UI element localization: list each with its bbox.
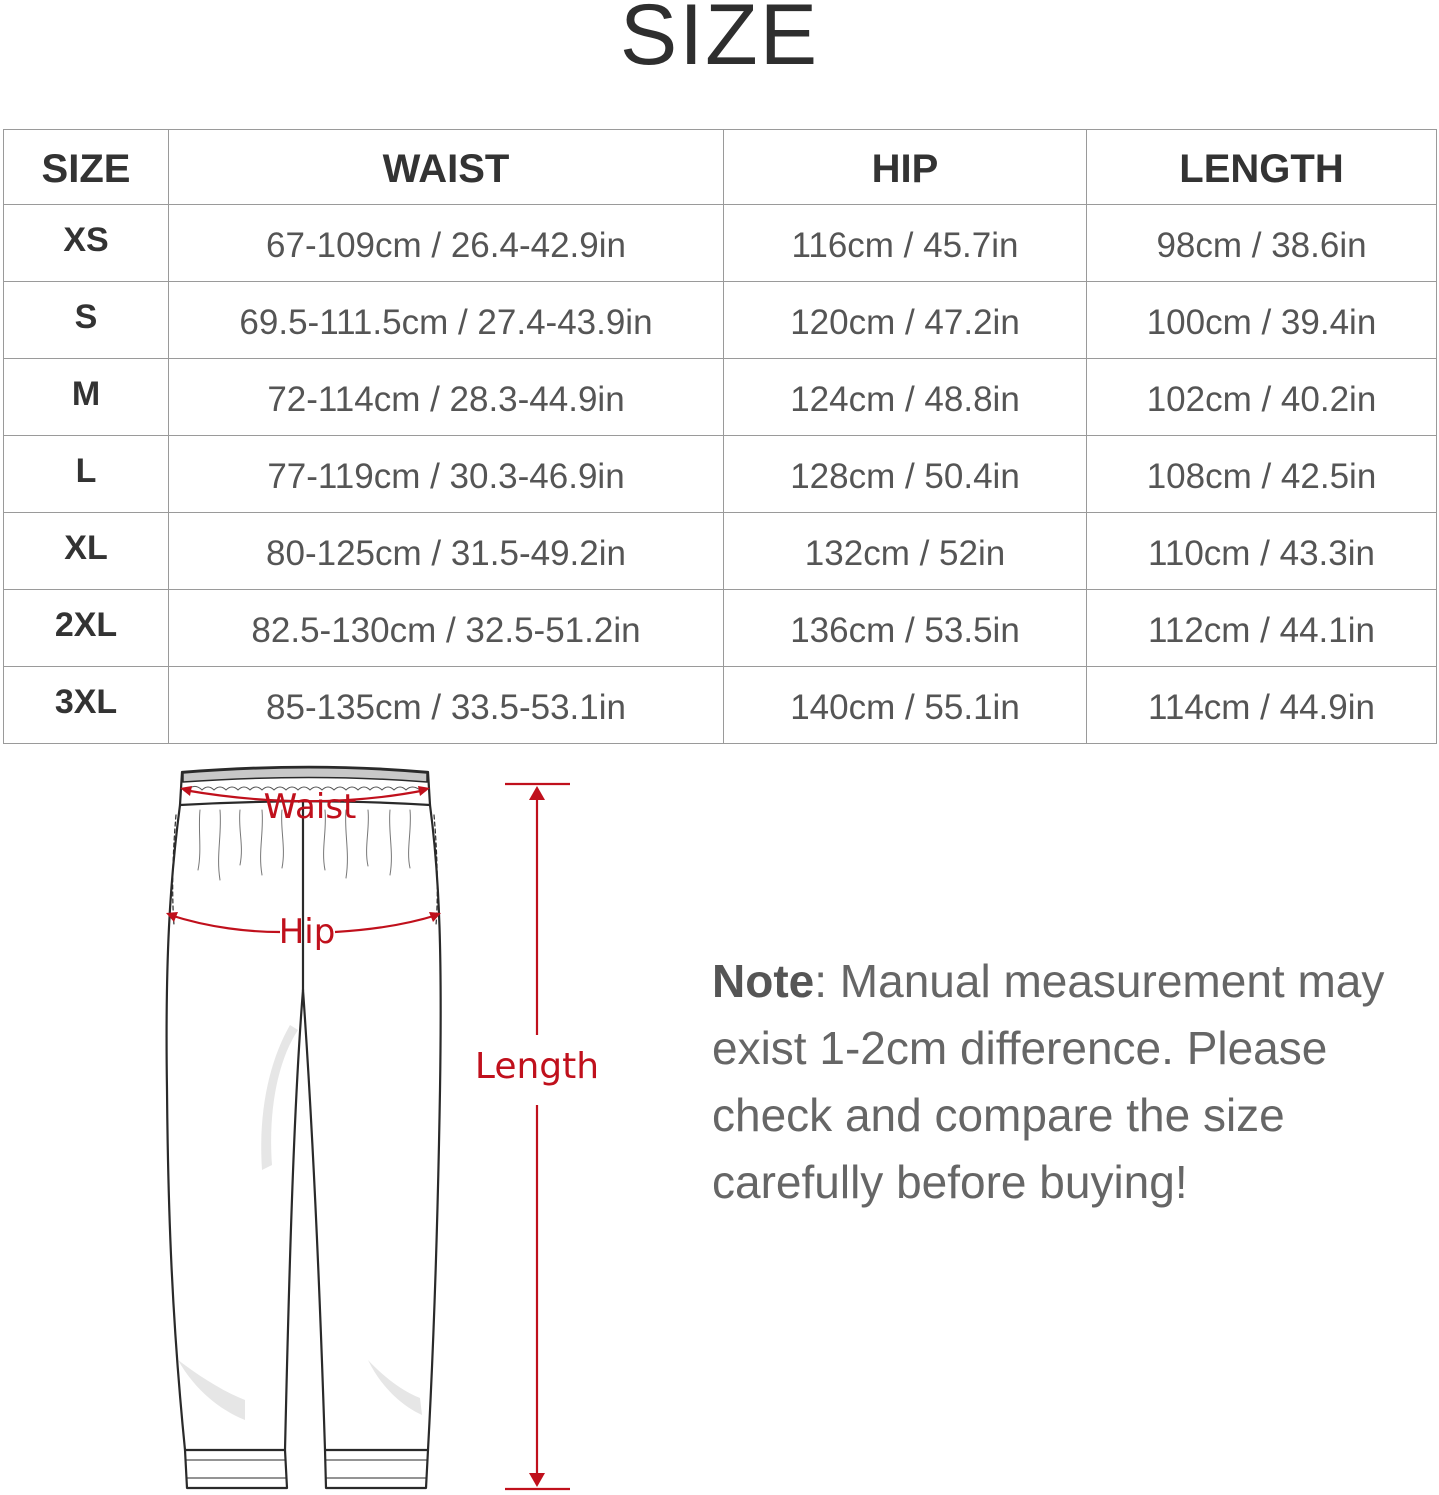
waist-cell: 80-125cm / 31.5-49.2in xyxy=(169,513,724,590)
header-hip: HIP xyxy=(724,130,1087,205)
measurement-note xyxy=(712,948,1422,1216)
hip-label: Hip xyxy=(278,912,336,952)
table-row xyxy=(4,590,1437,667)
hip-cell: 116cm / 45.7in xyxy=(724,205,1087,282)
hip-cell: 132cm / 52in xyxy=(724,513,1087,590)
header-length: LENGTH xyxy=(1087,130,1437,205)
hip-cell: 128cm / 50.4in xyxy=(724,436,1087,513)
size-cell: 2XL xyxy=(4,590,169,667)
length-cell: 98cm / 38.6in xyxy=(1087,205,1437,282)
size-chart-table xyxy=(3,129,1437,744)
length-cell: 112cm / 44.1in xyxy=(1087,590,1437,667)
table-row xyxy=(4,359,1437,436)
waist-cell: 82.5-130cm / 32.5-51.2in xyxy=(169,590,724,667)
table-row xyxy=(4,667,1437,744)
pants-shading xyxy=(178,1025,422,1420)
length-cell: 114cm / 44.9in xyxy=(1087,667,1437,744)
table-row xyxy=(4,205,1437,282)
length-cell: 110cm / 43.3in xyxy=(1087,513,1437,590)
size-cell: M xyxy=(4,359,169,436)
table-row xyxy=(4,513,1437,590)
waist-cell: 67-109cm / 26.4-42.9in xyxy=(169,205,724,282)
pants-measurement-diagram xyxy=(150,760,620,1495)
waist-cell: 72-114cm / 28.3-44.9in xyxy=(169,359,724,436)
header-size: SIZE xyxy=(4,130,169,205)
page-title: SIZE xyxy=(619,0,820,83)
waist-cell: 69.5-111.5cm / 27.4-43.9in xyxy=(169,282,724,359)
length-cell: 102cm / 40.2in xyxy=(1087,359,1437,436)
note-text: : Manual measurement may exist 1-2cm difference. Please check and compare the size carefully before buying! xyxy=(712,955,1385,1208)
waist-cell: 77-119cm / 30.3-46.9in xyxy=(169,436,724,513)
table-row xyxy=(4,436,1437,513)
note-label: Note xyxy=(712,955,815,1007)
hip-cell: 124cm / 48.8in xyxy=(724,359,1087,436)
waist-label: Waist xyxy=(263,787,357,827)
table-header-row xyxy=(4,130,1437,205)
size-cell: S xyxy=(4,282,169,359)
header-waist: WAIST xyxy=(169,130,724,205)
hip-cell: 120cm / 47.2in xyxy=(724,282,1087,359)
waist-cell: 85-135cm / 33.5-53.1in xyxy=(169,667,724,744)
size-cell: L xyxy=(4,436,169,513)
size-cell: XS xyxy=(4,205,169,282)
hip-cell: 140cm / 55.1in xyxy=(724,667,1087,744)
length-cell: 100cm / 39.4in xyxy=(1087,282,1437,359)
length-measure xyxy=(505,784,570,1489)
length-cell: 108cm / 42.5in xyxy=(1087,436,1437,513)
size-cell: 3XL xyxy=(4,667,169,744)
size-cell: XL xyxy=(4,513,169,590)
table-row xyxy=(4,282,1437,359)
hip-cell: 136cm / 53.5in xyxy=(724,590,1087,667)
length-label: Length xyxy=(474,1046,600,1087)
